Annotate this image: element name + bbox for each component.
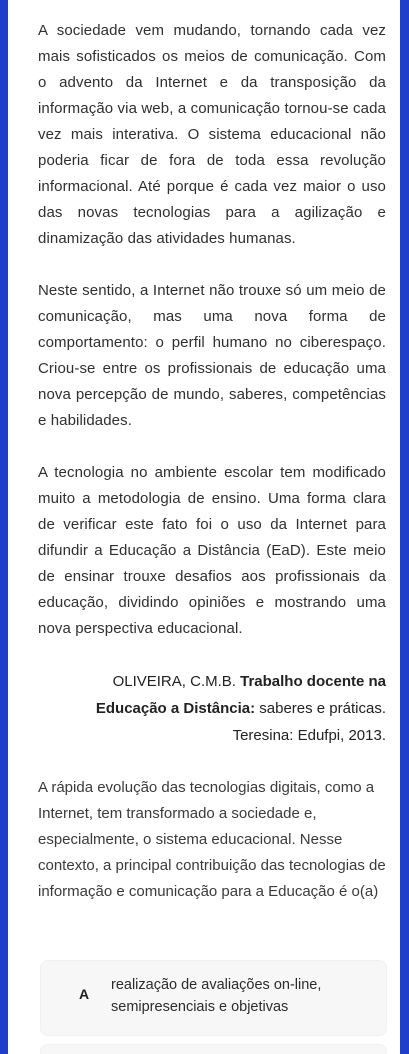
citation-author: OLIVEIRA, C.M.B. bbox=[112, 673, 236, 690]
reading-paragraph-2: Neste sentido, a Internet não trouxe só um meio de comunicação, mas uma nova forma de comportamento: o perfil humano no ciberespaço. Criou-se entre os profissionais de educação uma nova percepção de mundo, saberes, competências e habilidades. bbox=[38, 282, 386, 429]
citation-title: Trabalho docente na Educação a Distância: bbox=[95, 673, 386, 717]
option-b-card-partial[interactable] bbox=[40, 1044, 387, 1054]
option-a-letter: A bbox=[79, 986, 90, 1002]
option-a[interactable] bbox=[40, 960, 387, 1036]
reading-paragraph-3: A tecnologia no ambiente escolar tem modificado muito a metodologia de ensino. Uma forma clara de verificar este fato foi o uso da Internet para difundir a Educação a Distância (EaD). Este meio de ensinar trouxe desafios aos profissionais da educação, dividindo opiniões e mostrando uma nova perspectiva educacional. bbox=[38, 464, 386, 637]
citation bbox=[38, 668, 386, 749]
question-statement: A rápida evolução das tecnologias digitais, como a Internet, tem transformado a sociedade e, especialmente, o sistema educacional. Nesse contexto, a principal contribuição das tecnologias de informação e comunicação para a Educação é o(a) bbox=[38, 779, 386, 900]
question-content bbox=[38, 18, 386, 905]
citation-rest: saberes e práticas. Teresina: Edufpi, 2013. bbox=[232, 700, 386, 744]
reading-paragraph-1: A sociedade vem mudando, tornando cada vez mais sofisticados os meios de comunicação. Com o advento da Internet e da transposição da informação via web, a comunicação tornou-se cada vez mais interativa. O sistema educacional não poderia ficar de fora de toda essa revolução informacional. Até porque é cada vez maior o uso das novas tecnologias para a agilização e dinamização das atividades humanas. bbox=[38, 22, 386, 247]
question-page bbox=[8, 0, 400, 1054]
option-a-text: realização de avaliações on-line, semipresenciais e objetivas bbox=[111, 977, 322, 1015]
